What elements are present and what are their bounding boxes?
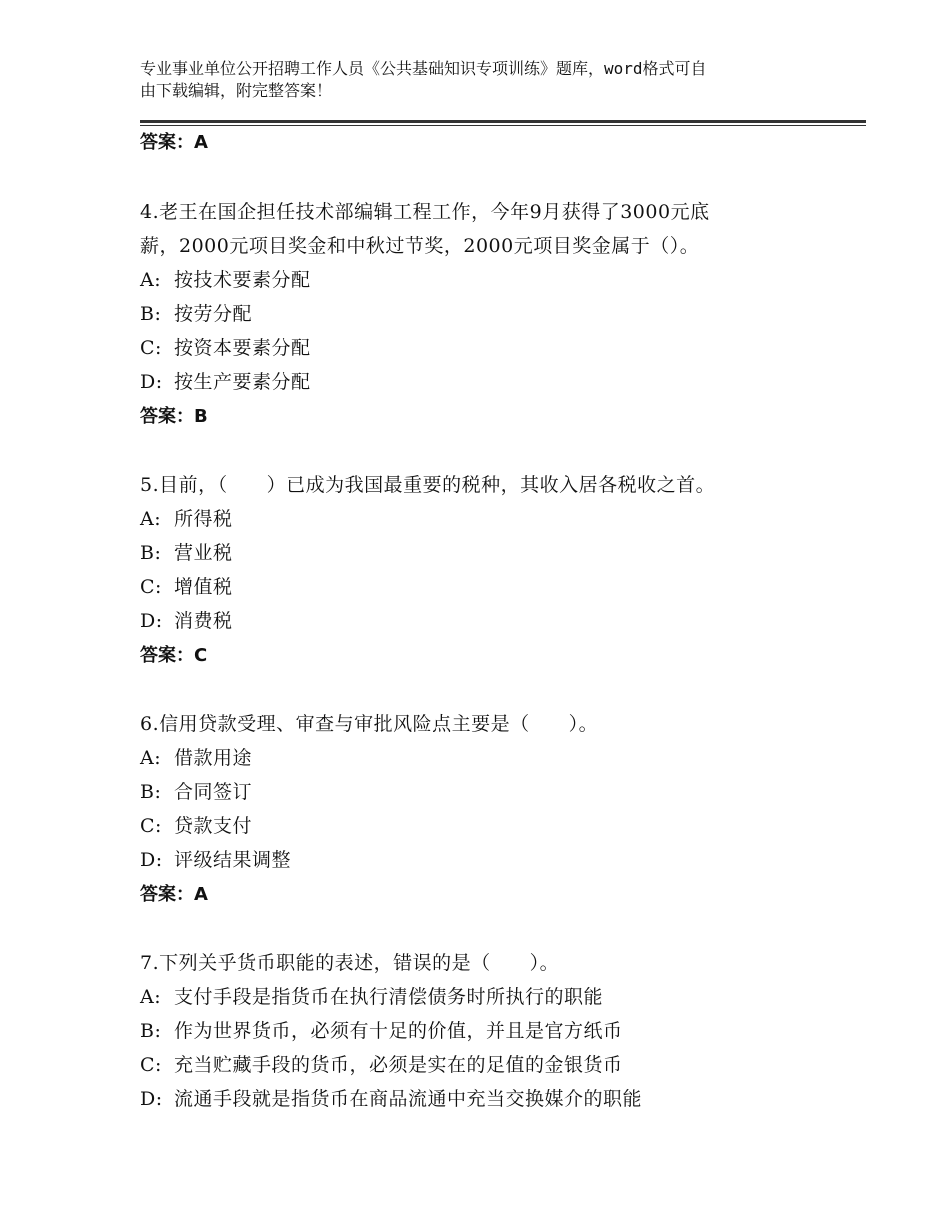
- question-4: [140, 195, 800, 263]
- option-text: 按资本要素分配: [174, 337, 311, 359]
- question-6-option-c: [140, 814, 820, 838]
- option-label: A:: [140, 269, 162, 291]
- question-6-line-1: 6.信用贷款受理、审查与审批风险点主要是（ ）。: [140, 713, 599, 735]
- page-header: [140, 58, 810, 102]
- option-text: 增值税: [174, 576, 233, 598]
- option-text: 消费税: [174, 610, 233, 632]
- option-text: 流通手段就是指货币在商品流通中充当交换媒介的职能: [174, 1088, 643, 1110]
- question-5-line-1: 5.目前，（ ）已成为我国最重要的税种，其收入居各税收之首。: [140, 474, 716, 496]
- option-label: D:: [140, 371, 163, 393]
- question-6-option-d: [140, 848, 820, 872]
- header-rule-thin: [140, 125, 866, 126]
- option-label: B:: [140, 542, 162, 564]
- answer-q6: 答案：A: [140, 884, 208, 905]
- option-label: B:: [140, 781, 162, 803]
- question-4-line-1: 4.老王在国企担任技术部编辑工程工作，今年9月获得了3000元底: [140, 201, 710, 223]
- option-label: D:: [140, 1088, 163, 1110]
- option-text: 合同签订: [174, 781, 253, 803]
- option-text: 所得税: [174, 508, 233, 530]
- question-5: [140, 468, 840, 502]
- option-text: 评级结果调整: [174, 849, 292, 871]
- option-label: B:: [140, 303, 162, 325]
- question-4-option-c: [140, 336, 820, 360]
- option-text: 作为世界货币，必须有十足的价值，并且是官方纸币: [174, 1020, 623, 1042]
- option-text: 支付手段是指货币在执行清偿债务时所执行的职能: [174, 986, 604, 1008]
- header-line-2: 由下载编辑，附完整答案！: [140, 81, 333, 100]
- option-text: 按技术要素分配: [174, 269, 311, 291]
- question-4-option-b: [140, 302, 820, 326]
- question-4-option-d: [140, 370, 820, 394]
- question-4-option-a: [140, 268, 820, 292]
- question-6-option-b: [140, 780, 820, 804]
- option-text: 充当贮藏手段的货币，必须是实在的足值的金银货币: [174, 1054, 623, 1076]
- option-label: D:: [140, 849, 163, 871]
- option-label: A:: [140, 747, 162, 769]
- question-5-option-c: [140, 575, 820, 599]
- question-5-option-d: [140, 609, 820, 633]
- option-text: 按劳分配: [174, 303, 253, 325]
- question-5-option-b: [140, 541, 820, 565]
- option-label: A:: [140, 508, 162, 530]
- question-7-option-d: [140, 1087, 820, 1111]
- answer-q4: 答案：B: [140, 406, 208, 427]
- option-text: 按生产要素分配: [174, 371, 311, 393]
- question-7-option-c: [140, 1053, 820, 1077]
- question-4-line-2: 薪，2000元项目奖金和中秋过节奖，2000元项目奖金属于（）。: [140, 235, 700, 257]
- option-label: D:: [140, 610, 163, 632]
- question-7-line-1: 7.下列关乎货币职能的表述，错误的是（ ）。: [140, 952, 560, 974]
- answer-q5: 答案：C: [140, 645, 208, 666]
- answer-q3: 答案：A: [140, 132, 208, 153]
- option-text: 借款用途: [174, 747, 253, 769]
- option-label: C:: [140, 1054, 162, 1076]
- option-label: B:: [140, 1020, 162, 1042]
- question-6-option-a: [140, 746, 820, 770]
- option-label: C:: [140, 576, 162, 598]
- question-7: [140, 946, 800, 980]
- question-5-option-a: [140, 507, 820, 531]
- option-text: 营业税: [174, 542, 233, 564]
- option-label: A:: [140, 986, 162, 1008]
- header-rule-thick: [140, 120, 866, 123]
- option-text: 贷款支付: [174, 815, 253, 837]
- question-7-option-b: [140, 1019, 820, 1043]
- question-7-option-a: [140, 985, 820, 1009]
- header-line-1: 专业事业单位公开招聘工作人员《公共基础知识专项训练》题库，word格式可自: [140, 59, 707, 78]
- option-label: C:: [140, 815, 162, 837]
- option-label: C:: [140, 337, 162, 359]
- question-6: [140, 707, 800, 741]
